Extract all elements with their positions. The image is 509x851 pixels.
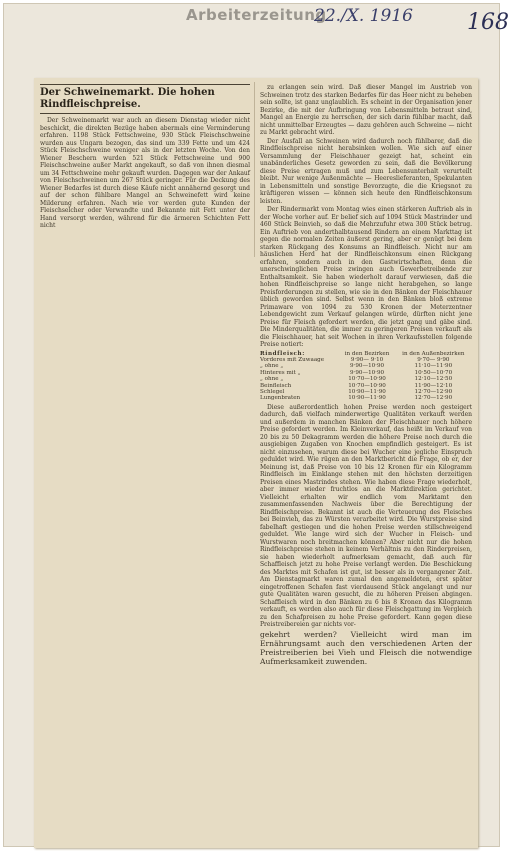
price-outer: 11·90—12·10 [414, 382, 453, 389]
right-column [260, 84, 472, 844]
price-row [260, 395, 472, 401]
price-label: Beinfleisch [260, 382, 292, 389]
price-inner: 10·90—11·90 [348, 395, 386, 402]
price-label: Hinteres mit „ [260, 369, 301, 376]
col-inner-heading: in den Bezirken [344, 350, 390, 357]
price-outer: 9·70— 9·90 [417, 356, 450, 363]
column-divider [254, 82, 255, 257]
price-label: Lungenbraten [260, 395, 301, 402]
price-label: Vorderes mit Zuwaage [260, 356, 325, 363]
price-label: „ ohne „ [260, 363, 284, 370]
price-table-heading: Rindfleisch: [260, 350, 305, 357]
price-table-header [260, 351, 472, 357]
article-title: Der Schweinemarkt. Die hohen Rindfleischpreise. [40, 84, 250, 114]
price-inner: 10·70—10·90 [348, 376, 386, 383]
archive-sheet [3, 3, 509, 847]
price-inner: 9·90—10·90 [350, 363, 385, 370]
left-column [40, 84, 250, 256]
closing-paragraph: gekehrt werden? Vielleicht wird man im Ernährungsamt auch den verschiedenen Arten der Preistreiberien bei Vieh und Fleisch die notwendige Aufmerksamkeit zuwenden. [260, 629, 472, 666]
newspaper-clipping [34, 78, 478, 848]
price-outer: 10·50—10·70 [414, 369, 453, 376]
col-outer-heading: in den Außenbezirken [402, 350, 465, 357]
price-outer: 12·70—12·90 [414, 388, 453, 395]
price-outer: 11·10—11·90 [414, 363, 453, 370]
price-label: Schlegel [260, 388, 285, 395]
price-inner: 9·90— 9·10 [350, 356, 384, 363]
price-label: „ ohne „ [260, 376, 284, 383]
price-table [260, 351, 472, 402]
price-inner: 9·90—10·90 [350, 369, 385, 376]
handwritten-date: 22./X. 1916 [314, 6, 413, 26]
newspaper-stamp: Arbeiterzeitung [186, 6, 327, 24]
price-inner: 10·70—10·90 [348, 382, 386, 389]
price-outer: 12·10—12·50 [414, 376, 453, 383]
price-inner: 10·90—11·90 [348, 388, 386, 395]
paragraph: Der Rindermarkt vom Montag wies einen stärkeren Auftrieb als in der Woche vorher auf. Er belief sich auf 1094 Stück Mastrinder und 460 Stück Beinvieh, so daß die Mehrzufuhr etwa 300 Stück betrug. Ein Auftrieb von anderthalbtausend Rindern an einem Markttag ist gegen die normalen Zeiten äußerst gering, aber er genügt bei dem starken Rückgang des Konsums an Rindfleisch. Nicht nur am häuslichen Herd hat der Rindfleischkonsum einen Rückgang erfahren, sondern auch in den Gastwirtschaften, denn die unerschwinglichen Preise zwingen auch Gewerbetreibende zur Enthaltsamkeit. Sie haben wiederholt darauf verwiesen, daß die hohen Rindfleischpreise so lange nicht herabgehen, so lange Preisforderungen zu stellen, wie sie in den Bänken der Fleischhauer üblich geworden sind. Selbst wenn in den Bänken bloß extreme Primaware von 1094 zu 530 Kronen der Meterzentner Lebendgewicht zum Verkauf gelangen würde, dürften nicht jene Preise für Fleisch gefordert werden, die jetzt gang und gäbe sind. Die Minderqualitäten, die immer zu geringeren Preisen verkauft als die Fleischhauer, hat seit Wochen in ihren Verkaufsstellen folgende Preise notiert: [260, 206, 472, 348]
paragraph: Der Schweinemarkt war auch an diesem Dienstag wieder nicht beschickt, die direkten Bezüge haben abermals eine Verminderung erfahren. 1198 Stück Fettschweine, 930 Stück Fleischschweine wurden aus Ungarn bezogen, das sind um 339 Fette und um 424 Stück Fleischschweine weniger als in der letzten Woche. Von den Wiener Beschern wurden 521 Stück Fettschweine und 900 Fleischschweine außer Markt angekauft, so daß von ihnen diesmal um 34 Fettschweine mehr gekauft wurden. Dagegen war der Ankauf von Fleischschweinen um 267 Stück geringer. Für die Deckung des Wiener Bedarfes ist durch diese Käufe nicht annähernd gesorgt und auf der schon fühlbare Mangel an Schweinefett wird keine Milderung erfahren. Nach wie vor werden gute Kunden der Fleischselcher oder Verwandte und Bekannte mit Fett unter der Hand versorgt werden, während für die ärmeren Schichten Fett nicht [40, 117, 250, 229]
paragraph: zu erlangen sein wird. Daß dieser Mangel im Austrieb von Schweinen trotz des starken Bedarfes für das Heer nicht zu beheben sein sollte, ist ganz unglaublich. Es scheint in der Organisation jener Bezirke, die mit der Aufbringung von Lebensmitteln betraut sind, Mangel an Energie zu herrschen, der sich darin fühlbar macht, daß nicht unmittelbar Erzeugtes — dazu gehören auch Schweine — nicht zu Markt gebracht wird. [260, 84, 472, 136]
price-outer: 12·70—12·90 [414, 395, 453, 402]
paragraph: Diese außerordentlich hohen Preise werden noch gesteigert dadurch, daß vielfach minderwertige Qualitäten verkauft werden und außerdem in manchen Bänken der Fleischhauer noch höhere Preise gefordert werden. Im Kleinverkauf, das heißt im Verkauf von 20 bis zu 50 Dekagramm werden die höhere Preise noch durch die ausgiebigen Zugaben von Knochen empfindlich gesteigert. Es ist nicht einzusehen, warum diese bei Wucher eine jegliche Einspruch geduldet wird. Wie rügen an den Marktbericht die Frage, ob er, der Meinung ist, daß Preise von 10 bis 12 Kronen für ein Kilogramm Rindfleisch im Einklange stehen mit den höchsten derzeitigen Preisen eines Mastrindes stehen. Wie haben diese Frage wiederholt, aber immer wieder fruchtlos an die Marktdirektion gerichtet. Vielleicht erhalten wir endlich vom Marktamt den zusammenfassenden Nachweis über die Berechtigung der Rindfleischpreise. Bekannt ist auch die Verteuerung des Fleisches bei Beinvieh, das zu Würsten verarbeitet wird. Die Wurstpreise sind fabelhaft gestiegen und die hohen Preise werden stillschweigend geduldet. Wie lange wird sich der Wucher in Fleisch- und Wurstwaren noch breitmachen können? Aber nicht nur die hohen Rindfleischpreise stehen in keinem Verhältnis zu den Rinderpreisen, sie haben wiederholt aufmerksam gemacht, daß auch für Schaffleisch jetzt zu hohe Preise verlangt werden. Die Beschickung des Marktes mit Schafen ist gut, ist besser als in vergangener Zeit. Am Dienstagmarkt waren zumal den angemeldeten, erst später eingetroffenen Schafen fast vierdausend Stück angelangt und nur gute Qualitäten waren gesucht, die zu höheren Preisen abgingen. Schaffleisch wird in den Bänken zu 6 bis 8 Kronen das Kilogramm verkauft, es werden also auch für diese Fleischgattung im Vergleich zu den Schafpreisen zu hohe Preise gefordert. Kann gegen diese Preistreibereien gar nichts vor- [260, 403, 472, 629]
handwritten-page-number: 168 [467, 10, 509, 35]
paragraph: Der Ausfall an Schweinen wird dadurch noch fühlbarer, daß die Rindfleischpreise nicht herabsinken wollen. Wie sich auf einer Versammlung der Fleischhauer gezeigt hat, scheint ein unabänderliches Gesetz geworden zu sein, daß die Bevölkerung diese Preise ertragen muß und zum Lebensunterhalt verurteilt bleibt. Nur wenige Außenmächte — Heereslieferanten, Spekulanten in Lebensmitteln und sonstige Bevorzugte, die die Kriegsnot zu kräftigeren wissen — können sich heute den Rindfleischkonsum leisten. [260, 137, 472, 205]
